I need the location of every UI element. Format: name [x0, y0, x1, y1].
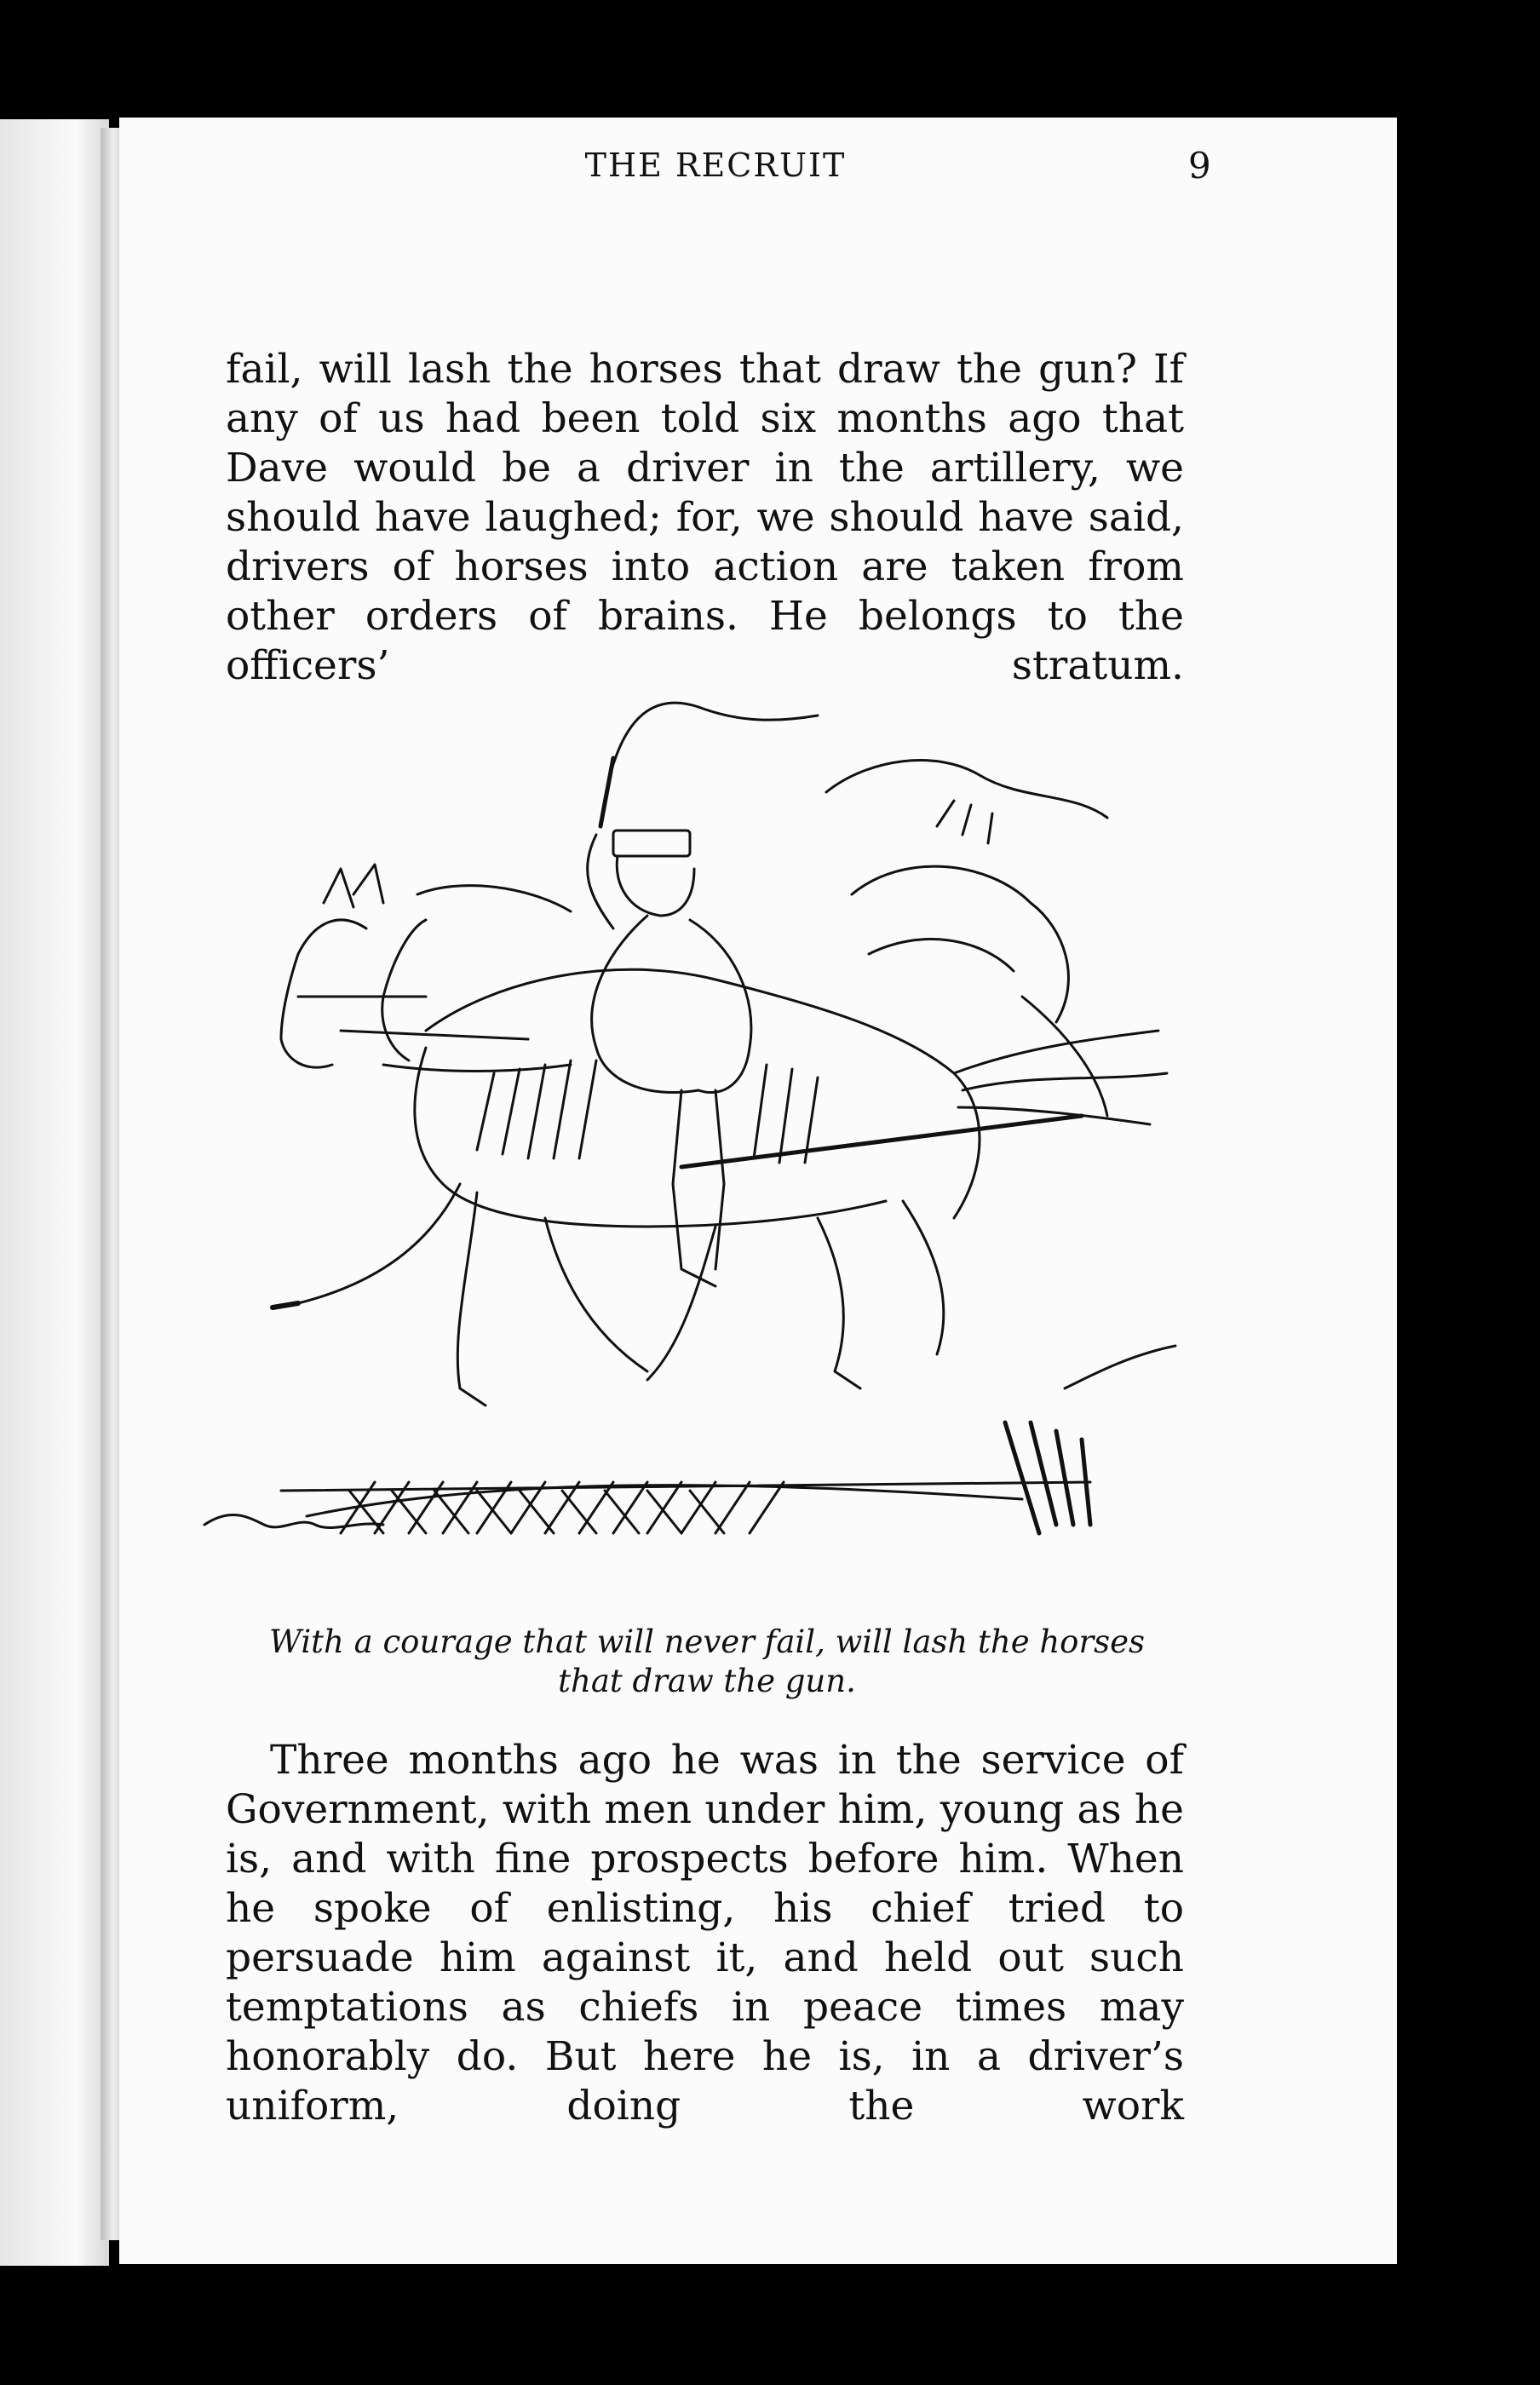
running-head: THE RECRUIT — [584, 147, 847, 184]
facing-page-edge — [0, 119, 109, 2266]
paragraph-2: Three months ago he was in the service of Government, with men under him, young as he is, and with fine prospects before him. When he spoke of enlisting, his chief tried to persuade him against it, and held out such temptations as chiefs in peace times may honorably do. But here he is, in a driver’s uniform, doing the work — [226, 1737, 1184, 2129]
illustration-caption: With a courage that will never fail, will lash the horses that draw the gun. — [268, 1624, 1146, 1699]
page-number: 9 — [1188, 145, 1211, 187]
paragraph-1: fail, will lash the horses that draw the gun? If any of us had been told six months ago that Dave would be a driver in the artillery, we should have laughed; for, we should have said, drivers of horses into action are taken from other orders of brains. He belongs to the officers’ stratum. — [226, 346, 1184, 689]
illustration-horse-rider — [170, 673, 1252, 1618]
